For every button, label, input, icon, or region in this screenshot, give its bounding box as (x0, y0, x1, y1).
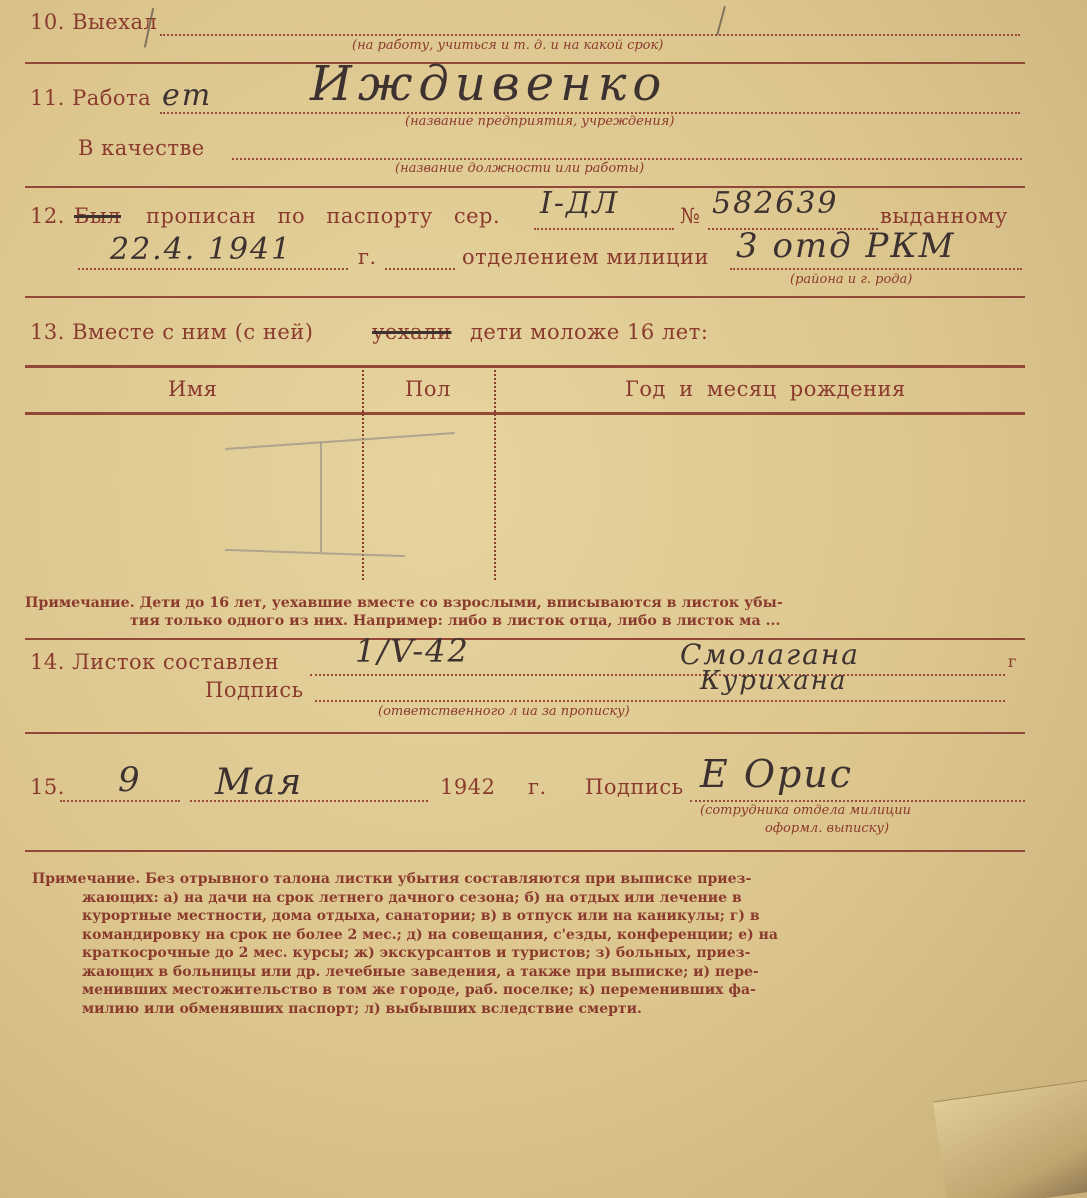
line13-struck-word: уехали (372, 320, 452, 344)
line15-caption1: (сотрудника отдела милиции (700, 803, 912, 818)
pencil-strike (225, 549, 405, 557)
divider (25, 850, 1025, 852)
line15-sign-label: Подпись (585, 775, 684, 799)
dept-label: отделением милиции (462, 245, 709, 269)
dept-fill-line (730, 268, 1022, 270)
line12-prefix: 12. (30, 204, 65, 228)
note2-line: жающих: а) на дачи на срок летнего дачного сезона; б) на отдых или лечение в (82, 889, 742, 906)
line13-label-a: 13. Вместе с ним (с ней) (30, 320, 314, 344)
line12-label: прописан по паспорту сер. (146, 204, 501, 228)
gap-fill-line (385, 268, 455, 270)
note1-line1: Примечание. Дети до 16 лет, уехавшие вместе со взрослыми, вписываются в листок убы- (25, 595, 783, 611)
note2-line: менивших местожительство в том же городе, раб. поселке; к) переменивших фа- (82, 982, 756, 998)
day-value: 9 (118, 760, 142, 800)
divider (25, 638, 1025, 640)
line10-fill-line (160, 34, 1020, 36)
note2-line: Примечание. Без отрывного талона листки убытия составляются при выписке приез- (32, 871, 752, 887)
note2-line: курортные местности, дома отдыха, санатории; в) в отпуск или на каникулы; г) в (82, 908, 760, 924)
line15-sign-fill-line (690, 800, 1025, 802)
year-suffix-15: г. (528, 775, 547, 799)
divider (25, 186, 1025, 188)
month-value: Мая (215, 762, 304, 803)
table-column-divider (494, 370, 496, 580)
line14-caption: (ответственного л иа за прописку) (378, 704, 630, 719)
number-label: № (680, 204, 701, 228)
table-column-divider (362, 370, 364, 580)
note2-line: командировку на срок не более 2 мес.; д) на совещания, с'езды, конференции; е) на (82, 926, 778, 943)
issued-label: выданному (880, 204, 1008, 228)
line14-sign-fill-line (315, 700, 1005, 702)
note2-line: краткосрочные до 2 мес. курсы; ж) экскурсантов и туристов; з) больных, приез- (82, 945, 751, 961)
column-header-birth: Год и месяц рождения (625, 377, 906, 401)
pencil-strike (225, 432, 455, 450)
line11-caption: (название предприятия, учреждения) (405, 114, 675, 129)
line14-suffix: г (1008, 652, 1017, 671)
line11-role-fill-line (232, 158, 1022, 160)
compiled-date: 1/V-42 (355, 632, 470, 670)
column-header-name: Имя (168, 377, 218, 401)
pencil-strike (320, 442, 324, 552)
line15-signature: Е Орис (700, 752, 854, 796)
line15-label: 15. (30, 775, 65, 799)
line10-label: 10. Выехал (30, 10, 158, 34)
line15-caption2: оформл. выписку) (765, 821, 890, 836)
line11-label: 11. Работа (30, 86, 152, 110)
line11-role-label: В качестве (78, 136, 205, 160)
day-fill-line (60, 800, 180, 802)
series-fill-line (534, 228, 674, 230)
passport-issue-date: 22.4. 1941 (110, 232, 293, 267)
line10-ink-mark-2 (716, 6, 728, 36)
year-suffix: г. (358, 245, 377, 269)
note1-line2: тия только одного из них. Например: либо в листок отца, либо в листок ма ... (130, 613, 781, 629)
folded-corner (933, 1079, 1087, 1198)
line14-signature: Курихана (700, 666, 848, 696)
date-fill-line (78, 268, 348, 270)
line14-fill-line (310, 674, 1005, 676)
note2-block (32, 870, 1032, 1018)
passport-number: 582639 (712, 186, 839, 221)
year-value: 1942 (440, 775, 496, 799)
line11-role-caption: (название должности или работы) (395, 161, 645, 176)
line14-sign-label: Подпись (205, 678, 304, 702)
note2-line: жающих в больницы или др. лечебные заведения, а также при выписке; и) пере- (82, 963, 759, 980)
table-top-rule (25, 365, 1025, 368)
line12-struck-word: Был (74, 204, 121, 228)
note2-line: милию или обменявших паспорт; л) выбывших вследствие смерти. (82, 1000, 642, 1017)
line13-label-b: дети моложе 16 лет: (470, 320, 709, 344)
line10-caption: (на работу, учиться и т. д. и на какой срок) (352, 38, 664, 53)
dept-caption: (района и г. рода) (790, 272, 913, 287)
police-department: 3 отд РКМ (736, 226, 956, 266)
table-header-rule (25, 412, 1025, 415)
divider (25, 296, 1025, 298)
column-header-sex: Пол (405, 377, 451, 401)
passport-series: I-ДЛ (540, 186, 620, 221)
compiled-name: Смолагана (680, 638, 860, 671)
line11-handwritten-suffix: ет (162, 78, 213, 113)
divider (25, 732, 1025, 734)
line14-label: 14. Листок составлен (30, 650, 280, 674)
line11-employer-value: Иждивенко (310, 56, 668, 112)
